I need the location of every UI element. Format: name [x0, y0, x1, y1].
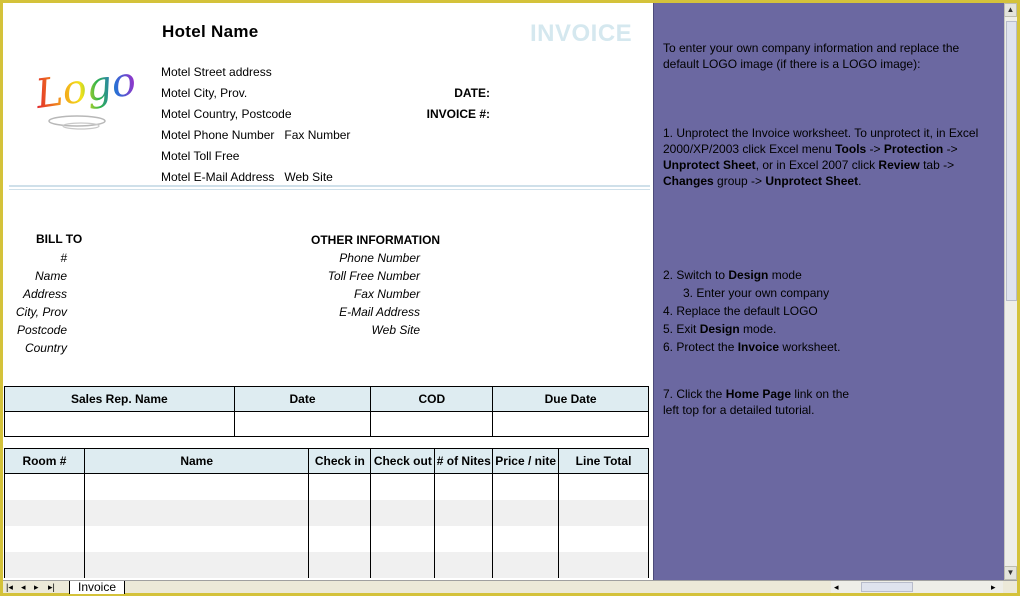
instructions-intro: To enter your own company information and replace the default LOGO image (if there is a LOGO image): — [663, 41, 960, 71]
next-sheet-icon[interactable]: ▸ — [34, 582, 39, 592]
bill-to-address-label: Address — [22, 287, 67, 301]
room-table — [4, 448, 649, 578]
address-line-1[interactable]: Motel Street address — [161, 65, 272, 79]
address-line-4[interactable]: Motel Phone Number Fax Number — [161, 128, 351, 142]
prev-sheet-icon[interactable]: ◂ — [21, 582, 26, 592]
room-number-header: Room # — [5, 449, 85, 474]
other-info-title: OTHER INFORMATION — [311, 233, 441, 247]
instructions-panel — [653, 3, 1004, 580]
scroll-left-icon[interactable]: ◂ — [834, 582, 839, 592]
header-divider-thin — [9, 189, 650, 190]
header-divider — [9, 185, 650, 187]
excel-window — [3, 3, 1017, 593]
sales-rep-table — [4, 386, 649, 437]
bill-to-postcode-label: Postcode — [16, 323, 67, 337]
table-row — [5, 474, 649, 500]
invoice-sheet — [3, 3, 653, 580]
line-total-header: Line Total — [559, 449, 649, 474]
sales-rep-header: Sales Rep. Name — [5, 387, 235, 412]
scroll-up-icon[interactable]: ▲ — [1004, 3, 1017, 17]
invoice-title: INVOICE — [530, 20, 633, 47]
invoice-number-label: INVOICE #: — [426, 107, 490, 121]
sheet-tab-bar — [3, 580, 1017, 593]
sales-rep-cell[interactable] — [5, 412, 235, 437]
nites-header: # of Nites — [435, 449, 493, 474]
vertical-scrollbar[interactable] — [1004, 3, 1017, 580]
address-line-2[interactable]: Motel City, Prov. — [161, 86, 248, 100]
other-phone-label: Phone Number — [339, 251, 420, 265]
first-sheet-icon[interactable]: |◂ — [6, 582, 13, 592]
bill-to-number-label: # — [60, 251, 67, 265]
table-row — [5, 526, 649, 552]
bill-to-city-label: City, Prov — [15, 305, 67, 319]
due-date-cell[interactable] — [493, 412, 649, 437]
last-sheet-icon[interactable]: ▸| — [48, 582, 55, 592]
name-header: Name — [84, 449, 309, 474]
date-cell[interactable] — [234, 412, 371, 437]
address-line-3[interactable]: Motel Country, Postcode — [161, 107, 292, 121]
scroll-down-icon[interactable]: ▼ — [1004, 566, 1017, 580]
instructions-step-2: 2. Switch to Design mode — [663, 268, 802, 282]
horizontal-scroll-thumb[interactable] — [861, 582, 913, 592]
bill-to-name-label: Name — [34, 269, 67, 283]
other-fax-label: Fax Number — [353, 287, 420, 301]
table-row — [5, 500, 649, 526]
svg-text:Logo: Logo — [33, 58, 139, 118]
instructions-step-1: 1. Unprotect the Invoice worksheet. To unprotect it, in Excel 2000/XP/2003 click Excel menu Tools -> Protection -> Unprotect Sheet, or in Excel 2007 click Review tab -> Changes group -> Unprotect Sheet. — [663, 126, 979, 188]
address-line-6[interactable]: Motel E-Mail Address Web Site — [161, 170, 333, 184]
other-tollfree-label: Toll Free Number — [327, 269, 420, 283]
date-label: DATE: — [454, 86, 490, 100]
bill-to-title: BILL TO — [36, 232, 83, 246]
vertical-scroll-thumb[interactable] — [1006, 21, 1017, 301]
bill-to-country-label: Country — [24, 341, 67, 355]
instructions-step-7: 7. Click the Home Page link on the left top for a detailed tutorial. — [663, 387, 850, 417]
horizontal-scrollbar[interactable] — [831, 581, 1003, 593]
instructions-step-4: 4. Replace the default LOGO — [663, 304, 818, 318]
check-out-header: Check out — [371, 449, 435, 474]
scroll-right-icon[interactable]: ▸ — [991, 582, 996, 592]
address-line-5[interactable]: Motel Toll Free — [161, 149, 240, 163]
hotel-name[interactable]: Hotel Name — [162, 22, 259, 41]
check-in-header: Check in — [309, 449, 371, 474]
date-header: Date — [234, 387, 371, 412]
due-date-header: Due Date — [493, 387, 649, 412]
instructions-step-5: 5. Exit Design mode. — [663, 322, 777, 336]
cod-cell[interactable] — [371, 412, 493, 437]
other-email-label: E-Mail Address — [339, 305, 420, 319]
instructions-step-3: 3. Enter your own company — [683, 286, 830, 300]
instructions-step-6: 6. Protect the Invoice worksheet. — [663, 340, 841, 354]
price-per-nite-header: Price / nite — [493, 449, 559, 474]
table-row — [5, 552, 649, 578]
cod-header: COD — [371, 387, 493, 412]
logo-image — [33, 45, 139, 137]
other-website-label: Web Site — [371, 323, 420, 337]
home-page-link[interactable]: Home Page — [725, 387, 792, 401]
tab-invoice[interactable]: Invoice — [69, 581, 125, 594]
